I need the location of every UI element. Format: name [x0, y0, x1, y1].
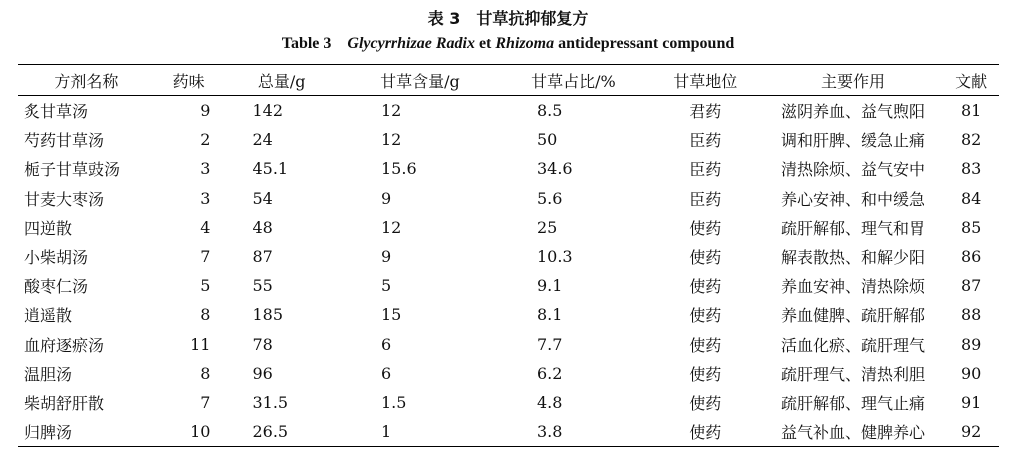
- cell-main-effect: 益气补血、健脾养心: [763, 417, 944, 447]
- cell-licorice-content: 15: [381, 305, 402, 325]
- cell-licorice-content: 5: [381, 276, 392, 296]
- table-header-row: [18, 65, 999, 96]
- table-row: [18, 242, 999, 271]
- table-row: [18, 417, 999, 447]
- header-reference: 文献: [943, 65, 999, 96]
- table-row: [18, 359, 999, 388]
- header-formula-name: 方剂名称: [18, 65, 155, 96]
- cell-licorice-ratio: 10.3: [536, 247, 573, 267]
- table-row: [18, 330, 999, 359]
- header-main-effect: 主要作用: [763, 65, 944, 96]
- cell-main-effect: 疏肝解郁、理气止痛: [780, 393, 925, 413]
- cell-licorice-role: 君药: [689, 102, 722, 122]
- cell-licorice-ratio: 6.2: [536, 363, 563, 383]
- cell-licorice-role: 使药: [689, 364, 722, 384]
- cell-licorice-content: 6: [381, 363, 392, 383]
- cell-total-weight: 55: [252, 276, 273, 296]
- cell-total-weight: 87: [252, 247, 273, 267]
- table-row: [18, 125, 999, 154]
- cell-licorice-ratio: 7.7: [536, 334, 563, 354]
- cell-licorice-content: 1.5: [381, 392, 407, 412]
- table-row: [18, 184, 999, 213]
- cell-main-effect: 活血化瘀、疏肝理气: [780, 335, 925, 355]
- table-row: [18, 154, 999, 183]
- header-licorice-content: 甘草含量/g: [341, 65, 499, 96]
- cell-reference: 82: [960, 130, 982, 150]
- cell-main-effect: 解表散热、和解少阳: [780, 248, 925, 268]
- cell-herb-count: 10: [155, 417, 223, 447]
- cell-main-effect: 调和肝脾、缓急止痛: [780, 131, 925, 151]
- cell-main-effect: 滋阴养血、益气煦阳: [780, 102, 925, 122]
- header-herb-count: 药味: [155, 65, 223, 96]
- cell-licorice-ratio: 3.8: [499, 417, 648, 447]
- cell-herb-count: 3: [200, 188, 211, 208]
- cell-formula-name: 芍药甘草汤: [24, 131, 105, 151]
- cell-main-effect: 养血健脾、疏肝解郁: [780, 306, 925, 326]
- cell-formula-name: 小柴胡汤: [24, 248, 89, 268]
- cell-herb-count: 7: [200, 392, 211, 412]
- cell-formula-name: 逍遥散: [24, 306, 73, 326]
- cell-licorice-role: 臣药: [689, 189, 722, 209]
- cell-formula-name: 甘麦大枣汤: [24, 189, 105, 209]
- cell-main-effect: 疏肝解郁、理气和胃: [780, 218, 925, 238]
- cell-reference: 83: [960, 159, 982, 179]
- cell-herb-count: 7: [200, 247, 211, 267]
- cell-formula-name: 栀子甘草豉汤: [24, 160, 121, 180]
- title-en-italic-1: Glycyrrhizae Radix: [347, 35, 475, 52]
- cell-licorice-ratio: 34.6: [536, 159, 573, 179]
- table-row: [18, 213, 999, 242]
- cell-licorice-content: 9: [381, 247, 392, 267]
- cell-licorice-content: 12: [381, 217, 402, 237]
- cell-licorice-content: 15.6: [381, 159, 417, 179]
- cell-licorice-content: 1: [341, 417, 499, 447]
- header-licorice-role: 甘草地位: [648, 65, 763, 96]
- cell-reference: 91: [960, 392, 982, 412]
- cell-licorice-role: 使药: [689, 218, 722, 238]
- table-row: [18, 388, 999, 417]
- cell-herb-count: 11: [190, 334, 211, 354]
- cell-reference: 86: [960, 247, 982, 267]
- cell-formula-name: 炙甘草汤: [24, 102, 89, 122]
- cell-total-weight: 96: [252, 363, 273, 383]
- cell-formula-name: 酸枣仁汤: [24, 277, 89, 297]
- cell-licorice-ratio: 9.1: [536, 276, 563, 296]
- cell-main-effect: 清热除烦、益气安中: [780, 160, 925, 180]
- cell-herb-count: 8: [200, 305, 211, 325]
- cell-reference: 90: [960, 363, 982, 383]
- cell-main-effect: 疏肝理气、清热利胆: [780, 364, 925, 384]
- table-title-english: [0, 35, 1016, 53]
- cell-licorice-role: 臣药: [689, 131, 722, 151]
- cell-licorice-role: 使药: [689, 306, 722, 326]
- cell-licorice-content: 12: [381, 130, 402, 150]
- table-row: [18, 96, 999, 126]
- cell-licorice-role: 使药: [689, 335, 722, 355]
- cell-formula-name: 四逆散: [24, 218, 73, 238]
- header-licorice-ratio: 甘草占比/%: [499, 65, 648, 96]
- cell-licorice-ratio: 8.5: [536, 101, 563, 121]
- cell-reference: 92: [943, 417, 999, 447]
- title-en-italic-2: Rhizoma: [495, 35, 555, 52]
- title-en-mid: et: [478, 35, 492, 52]
- title-en-suffix: antidepressant compound: [558, 35, 735, 52]
- cell-reference: 89: [960, 334, 982, 354]
- cell-licorice-role: 臣药: [689, 160, 722, 180]
- cell-licorice-content: 9: [381, 188, 392, 208]
- table-row: [18, 271, 999, 300]
- cell-herb-count: 4: [200, 217, 211, 237]
- cell-total-weight: 185: [252, 305, 283, 325]
- cell-formula-name: 归脾汤: [18, 417, 155, 447]
- cell-reference: 88: [960, 305, 982, 325]
- cell-formula-name: 温胆汤: [24, 364, 73, 384]
- cell-reference: 87: [960, 276, 982, 296]
- cell-reference: 81: [960, 101, 982, 121]
- cell-herb-count: 5: [200, 276, 211, 296]
- cell-total-weight: 24: [252, 130, 273, 150]
- cell-total-weight: 45.1: [252, 159, 289, 179]
- title-en-prefix: Table 3: [281, 35, 332, 52]
- cell-licorice-content: 6: [381, 334, 392, 354]
- cell-main-effect: 养心安神、和中缓急: [780, 189, 925, 209]
- cell-licorice-ratio: 4.8: [536, 392, 563, 412]
- cell-licorice-role: 使药: [689, 393, 722, 413]
- cell-licorice-ratio: 50: [536, 130, 558, 150]
- cell-total-weight: 142: [252, 101, 283, 121]
- cell-herb-count: 9: [200, 101, 211, 121]
- cell-reference: 84: [960, 188, 982, 208]
- cell-licorice-role: 使药: [689, 277, 722, 297]
- cell-total-weight: 48: [252, 217, 273, 237]
- cell-licorice-content: 12: [381, 101, 402, 121]
- cell-licorice-ratio: 5.6: [536, 188, 563, 208]
- cell-formula-name: 柴胡舒肝散: [24, 393, 105, 413]
- cell-total-weight: 26.5: [222, 417, 341, 447]
- table-body: [18, 96, 999, 447]
- cell-total-weight: 78: [252, 334, 273, 354]
- cell-main-effect: 养血安神、清热除烦: [780, 277, 925, 297]
- compound-table: [18, 64, 999, 447]
- table-title-chinese: 表 3 甘草抗抑郁复方: [427, 9, 589, 28]
- cell-licorice-ratio: 8.1: [536, 305, 563, 325]
- cell-total-weight: 31.5: [252, 392, 289, 412]
- cell-total-weight: 54: [252, 188, 273, 208]
- cell-licorice-role: 使药: [648, 417, 763, 447]
- header-total-weight: 总量/g: [222, 65, 341, 96]
- cell-herb-count: 2: [200, 130, 211, 150]
- cell-reference: 85: [960, 217, 982, 237]
- cell-licorice-ratio: 25: [536, 217, 558, 237]
- table-row: [18, 300, 999, 329]
- cell-licorice-role: 使药: [689, 248, 722, 268]
- cell-herb-count: 8: [200, 363, 211, 383]
- cell-formula-name: 血府逐瘀汤: [24, 335, 105, 355]
- cell-herb-count: 3: [200, 159, 211, 179]
